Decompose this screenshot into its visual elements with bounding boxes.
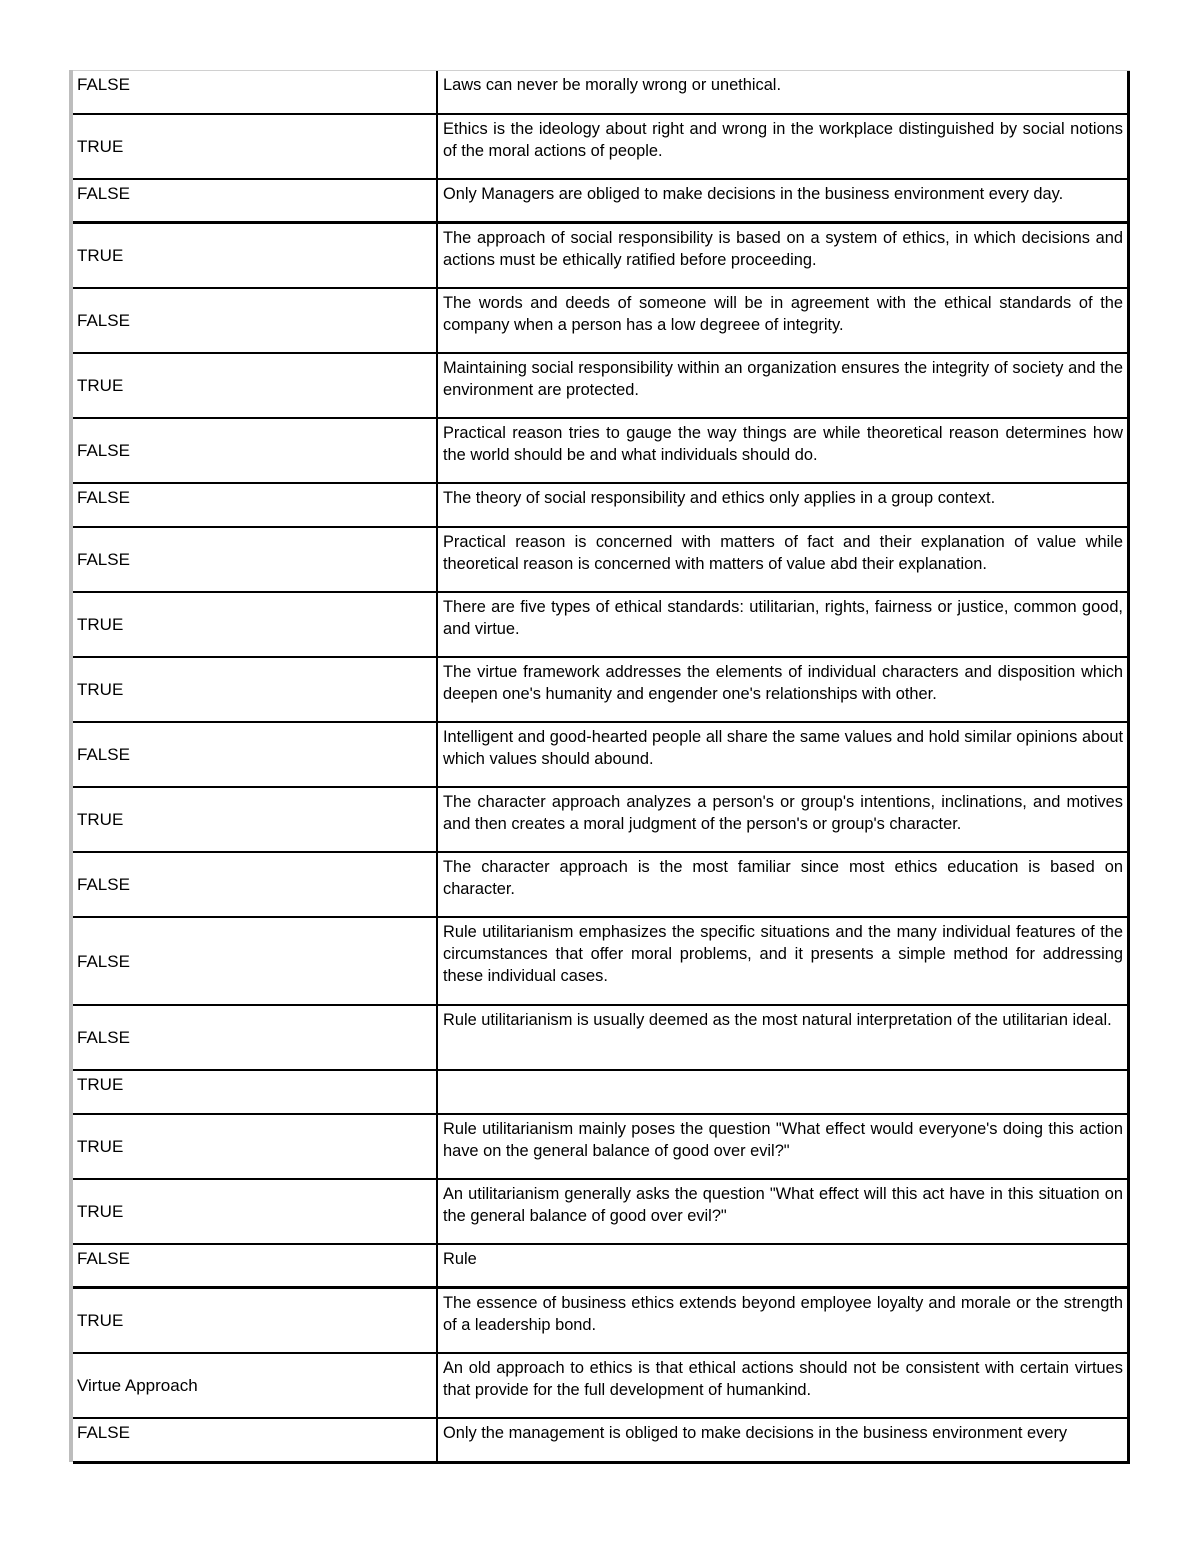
table-row: [73, 1071, 1130, 1115]
statement-cell: Only the management is obliged to make decisions in the business environment every: [438, 1419, 1130, 1461]
statement-cell: Rule utilitarianism mainly poses the question "What effect would everyone's doing this action have on the general balance of good over evil?": [438, 1115, 1130, 1178]
answer-cell: TRUE: [73, 1115, 438, 1178]
table-row: [73, 1289, 1130, 1354]
answer-cell: FALSE: [73, 484, 438, 526]
statement-cell: The character approach analyzes a person's or group's intentions, inclinations, and motives and then creates a moral judgment of the person's or group's character.: [438, 788, 1130, 851]
answer-cell: FALSE: [73, 723, 438, 786]
statement-cell: Only Managers are obliged to make decisions in the business environment every day.: [438, 180, 1130, 221]
answer-cell: TRUE: [73, 593, 438, 656]
table-row: [73, 528, 1130, 593]
answer-cell: Virtue Approach: [73, 1354, 438, 1417]
table-row: [73, 71, 1130, 115]
answer-cell: FALSE: [73, 918, 438, 1004]
table-row: [73, 593, 1130, 658]
statement-cell: The approach of social responsibility is based on a system of ethics, in which decisions and actions must be ethically ratified before proceeding.: [438, 224, 1130, 287]
answer-cell: FALSE: [73, 180, 438, 221]
answer-cell: FALSE: [73, 1006, 438, 1069]
answer-cell: FALSE: [73, 71, 438, 113]
answer-cell: FALSE: [73, 1419, 438, 1461]
answer-cell: TRUE: [73, 224, 438, 287]
statement-cell: Intelligent and good-hearted people all share the same values and hold similar opinions about which values should abound.: [438, 723, 1130, 786]
table-row: [73, 658, 1130, 723]
table-row: [73, 1180, 1130, 1245]
answer-cell: TRUE: [73, 1071, 438, 1113]
statement-cell: The words and deeds of someone will be in agreement with the ethical standards of the company when a person has a low degreee of integrity.: [438, 289, 1130, 352]
table-row: [73, 1354, 1130, 1419]
statement-cell: Rule utilitarianism emphasizes the specific situations and the many individual features of the circumstances that offer moral problems, and it presents a simple method for addressing these individual cases.: [438, 918, 1130, 1004]
statement-cell: [438, 1071, 1130, 1113]
table-row: [73, 723, 1130, 788]
answer-table: [73, 70, 1130, 1464]
statement-cell: Maintaining social responsibility within an organization ensures the integrity of society and the environment are protected.: [438, 354, 1130, 417]
table-row: [73, 224, 1130, 289]
table-row: [73, 1245, 1130, 1289]
statement-cell: Ethics is the ideology about right and wrong in the workplace distinguished by social notions of the moral actions of people.: [438, 115, 1130, 178]
answer-cell: TRUE: [73, 1289, 438, 1352]
table-row: [73, 180, 1130, 224]
statement-cell: There are five types of ethical standards: utilitarian, rights, fairness or justice, common good, and virtue.: [438, 593, 1130, 656]
statement-cell: The theory of social responsibility and ethics only applies in a group context.: [438, 484, 1130, 526]
table-row: [73, 918, 1130, 1006]
answer-cell: TRUE: [73, 788, 438, 851]
statement-cell: The virtue framework addresses the elements of individual characters and disposition which deepen one's humanity and engender one's relationships with other.: [438, 658, 1130, 721]
table-row: [73, 289, 1130, 354]
statement-cell: Laws can never be morally wrong or unethical.: [438, 71, 1130, 113]
table-row: [73, 419, 1130, 484]
table-row: [73, 1419, 1130, 1464]
answer-cell: TRUE: [73, 1180, 438, 1243]
answer-cell: FALSE: [73, 528, 438, 591]
answer-cell: FALSE: [73, 289, 438, 352]
statement-cell: Practical reason tries to gauge the way things are while theoretical reason determines how the world should be and what individuals should do.: [438, 419, 1130, 482]
answer-cell: FALSE: [73, 419, 438, 482]
answer-cell: TRUE: [73, 354, 438, 417]
table-row: [73, 115, 1130, 180]
table-row: [73, 484, 1130, 528]
statement-cell: The character approach is the most familiar since most ethics education is based on character.: [438, 853, 1130, 916]
statement-cell: An old approach to ethics is that ethical actions should not be consistent with certain virtues that provide for the full development of humankind.: [438, 1354, 1130, 1417]
answer-cell: FALSE: [73, 1245, 438, 1286]
statement-cell: Rule utilitarianism is usually deemed as the most natural interpretation of the utilitarian ideal.: [438, 1006, 1130, 1069]
table-row: [73, 354, 1130, 419]
statement-cell: Rule: [438, 1245, 1130, 1286]
table-row: [73, 788, 1130, 853]
statement-cell: Practical reason is concerned with matters of fact and their explanation of value while theoretical reason is concerned with matters of value abd their explanation.: [438, 528, 1130, 591]
answer-cell: TRUE: [73, 115, 438, 178]
answer-cell: FALSE: [73, 853, 438, 916]
table-row: [73, 1006, 1130, 1071]
answer-cell: TRUE: [73, 658, 438, 721]
statement-cell: An utilitarianism generally asks the question "What effect will this act have in this situation on the general balance of good over evil?": [438, 1180, 1130, 1243]
table-row: [73, 853, 1130, 918]
table-row: [73, 1115, 1130, 1180]
statement-cell: The essence of business ethics extends beyond employee loyalty and morale or the strength of a leadership bond.: [438, 1289, 1130, 1352]
